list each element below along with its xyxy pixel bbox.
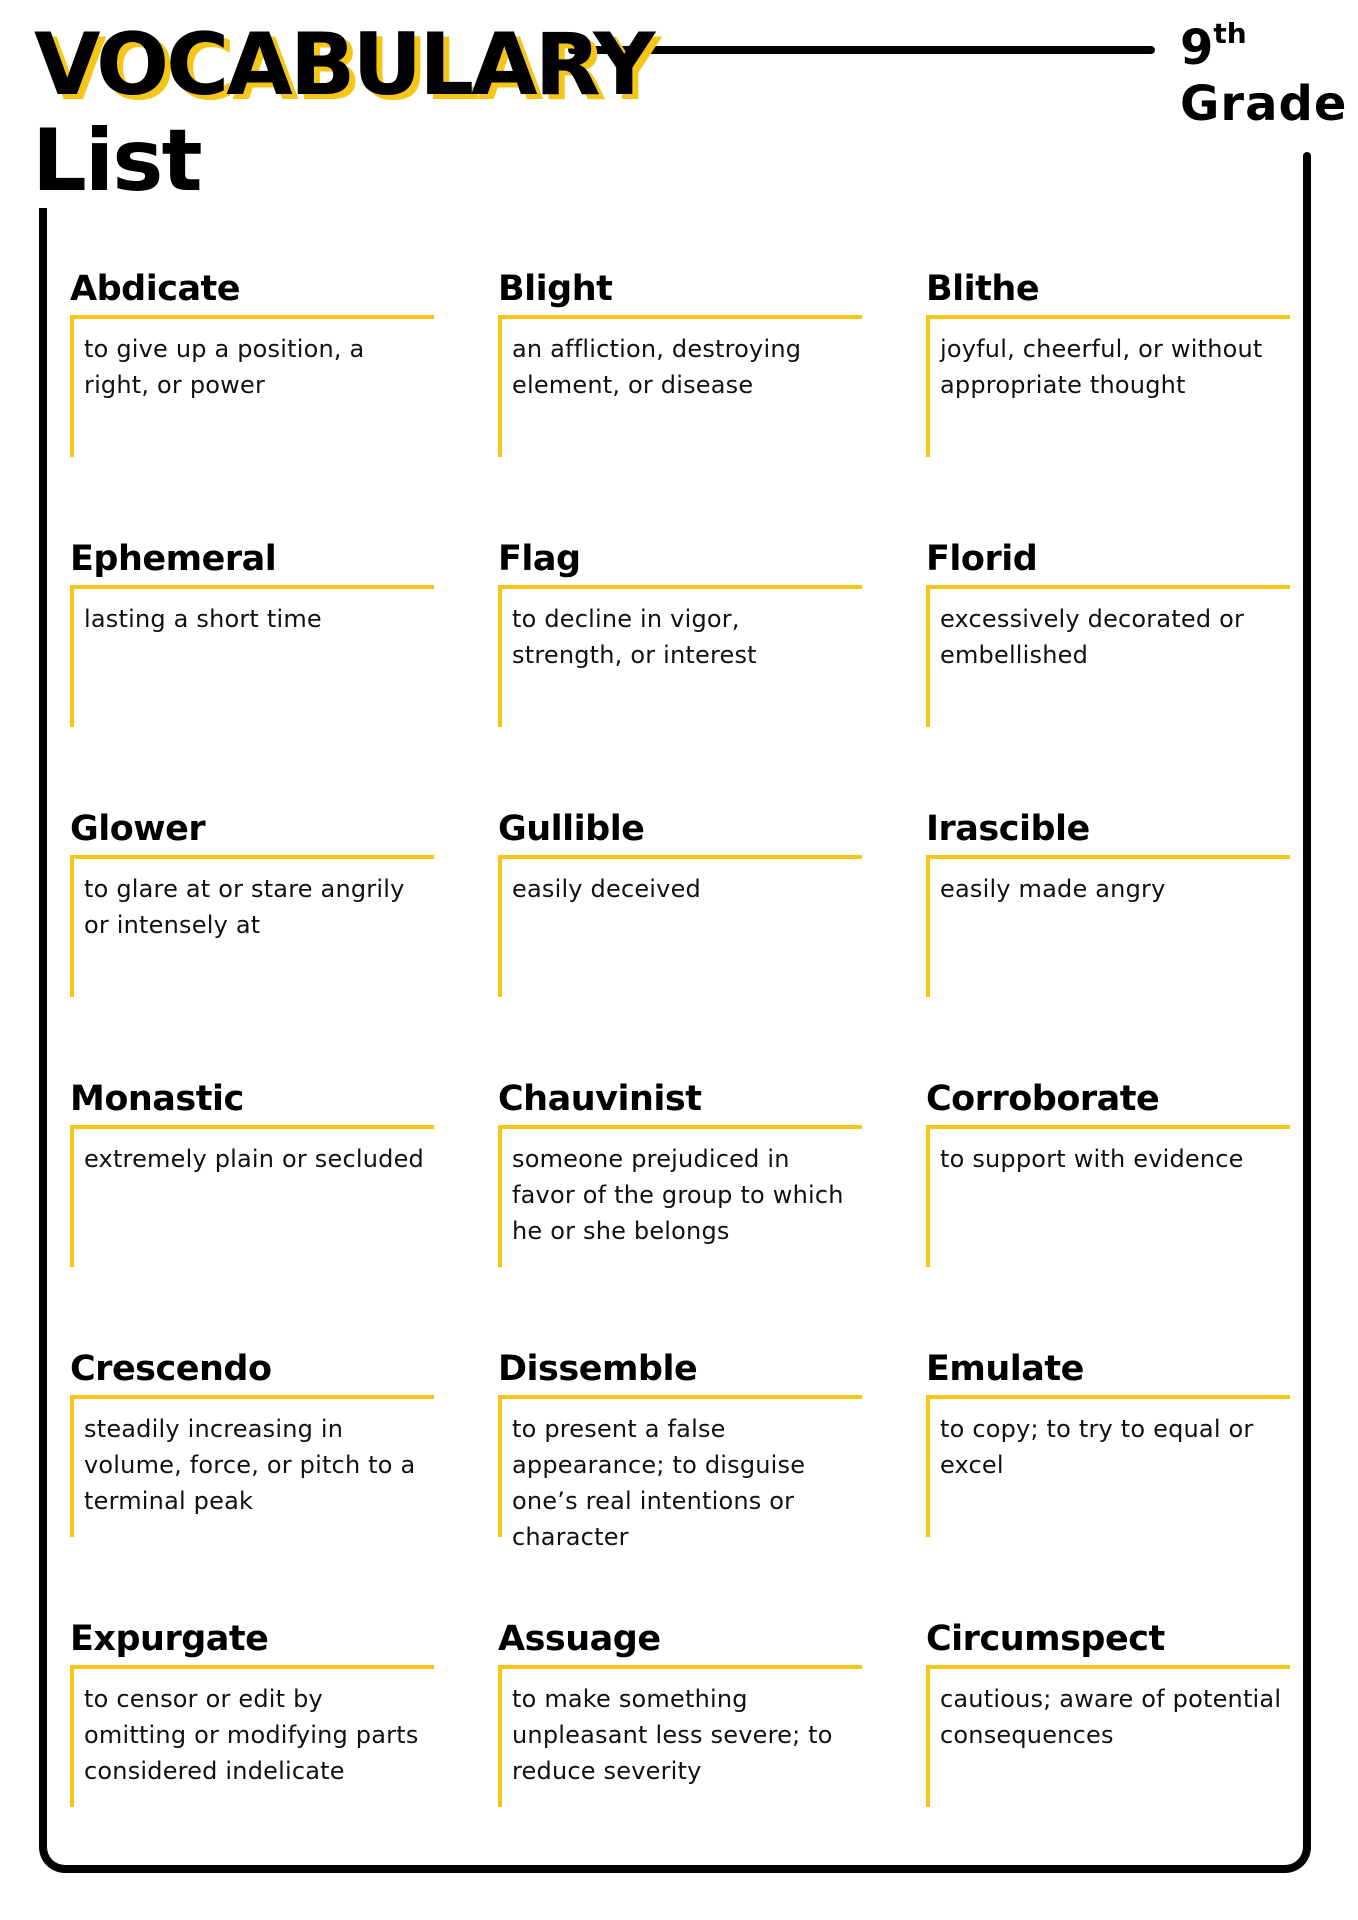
vocab-definition: to support with evidence (940, 1145, 1244, 1173)
vocab-definition: an affliction, destroying element, or disease (512, 335, 802, 399)
vocab-word: Florid (926, 539, 1038, 579)
vocab-card (498, 809, 868, 1082)
vocab-word: Flag (498, 539, 581, 579)
vocab-word: Assuage (498, 1619, 661, 1659)
vocab-definition: to censor or edit by omitting or modifying parts considered indelicate (84, 1685, 419, 1785)
definition-box (70, 855, 434, 997)
vocab-definition: cautious; aware of potential consequences (940, 1685, 1282, 1749)
vocab-definition: to copy; to try to equal or excel (940, 1415, 1254, 1479)
definition-box (498, 1395, 862, 1551)
vocab-word: Abdicate (70, 269, 241, 309)
definition-box (926, 315, 1290, 457)
grade-suffix: th (1213, 17, 1247, 50)
page-subtitle: List (32, 111, 201, 211)
vocab-definition: steadily increasing in volume, force, or pitch to a terminal peak (84, 1415, 416, 1515)
vocab-card (70, 539, 440, 812)
definition-box (926, 1665, 1290, 1807)
definition-box (70, 1395, 434, 1537)
vocab-word: Blight (498, 269, 613, 309)
vocab-card (498, 1349, 868, 1622)
vocab-definition: joyful, cheerful, or without appropriate thought (940, 335, 1263, 399)
definition-box (498, 1125, 862, 1267)
vocab-card (498, 1619, 868, 1892)
vocab-definition: excessively decorated or embellished (940, 605, 1245, 669)
vocab-word: Blithe (926, 269, 1040, 309)
definition-box (498, 315, 862, 457)
page-frame-top-left (39, 212, 47, 232)
grade-word: Grade (1180, 76, 1348, 132)
vocab-word: Monastic (70, 1079, 244, 1119)
definition-box (926, 1125, 1290, 1267)
definition-box (498, 855, 862, 997)
definition-box (70, 1665, 434, 1807)
vocab-word: Crescendo (70, 1349, 272, 1389)
vocab-definition: extremely plain or secluded (84, 1145, 424, 1173)
header-rule (568, 46, 1155, 54)
vocab-definition: someone prejudiced in favor of the group to which he or she belongs (512, 1145, 844, 1245)
definition-box (926, 1395, 1290, 1537)
vocab-word: Circumspect (926, 1619, 1165, 1659)
vocab-word: Glower (70, 809, 206, 849)
grade-label (1180, 17, 1348, 132)
vocab-card (926, 809, 1296, 1082)
definition-box (70, 315, 434, 457)
vocab-word: Emulate (926, 1349, 1084, 1389)
vocab-card (926, 539, 1296, 812)
vocab-card (926, 1619, 1296, 1892)
vocab-card (70, 1079, 440, 1352)
vocab-card (70, 809, 440, 1082)
vocab-definition: to present a false appearance; to disguise one’s real intentions or character (512, 1415, 806, 1551)
vocab-definition: easily made angry (940, 875, 1166, 903)
vocab-definition: to make something unpleasant less severe; to reduce severity (512, 1685, 833, 1785)
vocab-card (70, 1349, 440, 1622)
definition-box (926, 855, 1290, 997)
grade-number: 9 (1180, 20, 1214, 76)
vocab-definition: easily deceived (512, 875, 701, 903)
definition-box (498, 585, 862, 727)
vocab-word: Corroborate (926, 1079, 1160, 1119)
vocab-card (498, 1079, 868, 1352)
vocab-card (70, 1619, 440, 1892)
definition-box (70, 585, 434, 727)
vocabulary-grid (70, 269, 1292, 1892)
vocab-word: Ephemeral (70, 539, 277, 579)
definition-box (498, 1665, 862, 1807)
vocab-definition: lasting a short time (84, 605, 322, 633)
vocab-definition: to decline in vigor, strength, or interest (512, 605, 757, 669)
definition-box (70, 1125, 434, 1267)
vocab-card (498, 269, 868, 542)
vocab-word: Expurgate (70, 1619, 269, 1659)
vocab-word: Chauvinist (498, 1079, 702, 1119)
vocab-card (498, 539, 868, 812)
vocab-definition: to give up a position, a right, or power (84, 335, 365, 399)
vocab-word: Irascible (926, 809, 1090, 849)
page-title: VOCABULARY (34, 15, 653, 115)
vocab-card (70, 269, 440, 542)
vocab-card (926, 1079, 1296, 1352)
vocab-word: Dissemble (498, 1349, 698, 1389)
definition-box (926, 585, 1290, 727)
vocab-card (926, 1349, 1296, 1622)
vocab-card (926, 269, 1296, 542)
page-frame-top-right (1303, 152, 1311, 222)
vocab-word: Gullible (498, 809, 645, 849)
vocab-definition: to glare at or stare angrily or intensely at (84, 875, 405, 939)
